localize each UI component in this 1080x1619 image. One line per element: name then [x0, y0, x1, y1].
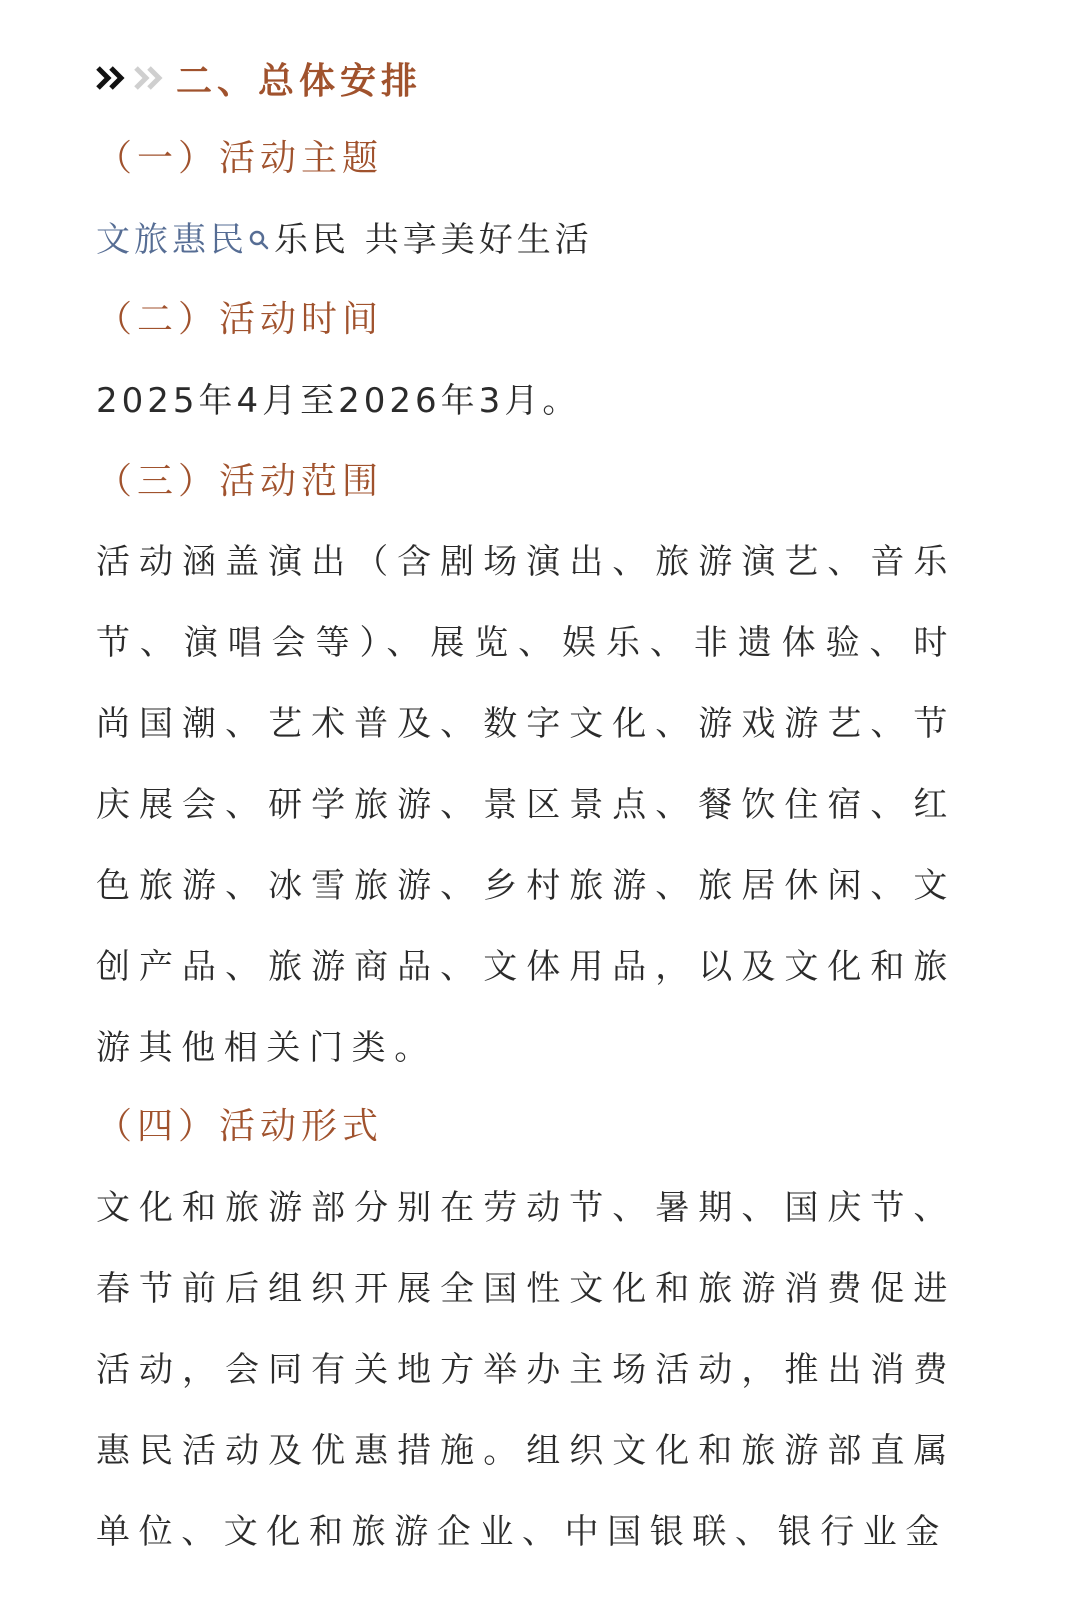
theme-text: [96, 214, 593, 268]
theme-link[interactable]: 文旅惠民: [96, 220, 248, 260]
scope-heading: （三）活动范围: [96, 461, 384, 502]
search-icon[interactable]: [248, 216, 270, 268]
double-chevron-icon: [96, 63, 168, 93]
section-title: 二、总体安排: [176, 60, 423, 102]
time-text: 2025年4月至2026年3月。: [96, 381, 581, 421]
form-paragraph: 文化和旅游部分别在劳动节、暑期、国庆节、春节前后组织开展全国性文化和旅游消费促进活动，会同有关地方举办主场活动，推出消费惠民活动及优惠措施。组织文化和旅游部直属单位、文化和旅游企业、中国银联、银行业金: [96, 1188, 956, 1552]
scope-paragraph: 活动涵盖演出（含剧场演出、旅游演艺、音乐节、演唱会等）、展览、娱乐、非遗体验、时尚国潮、艺术普及、数字文化、游戏游艺、节庆展会、研学旅游、景区景点、餐饮住宿、红色旅游、冰雪旅游、乡村旅游、旅居休闲、文创产品、旅游商品、文体用品，以及文化和旅游其他相关门类。: [96, 542, 956, 1068]
theme-heading: （一）活动主题: [96, 138, 384, 179]
theme-rest-text: 乐民 共享美好生活: [274, 220, 593, 260]
form-heading: （四）活动形式: [96, 1106, 384, 1147]
section-heading: [96, 52, 422, 104]
time-heading: （二）活动时间: [96, 299, 384, 340]
